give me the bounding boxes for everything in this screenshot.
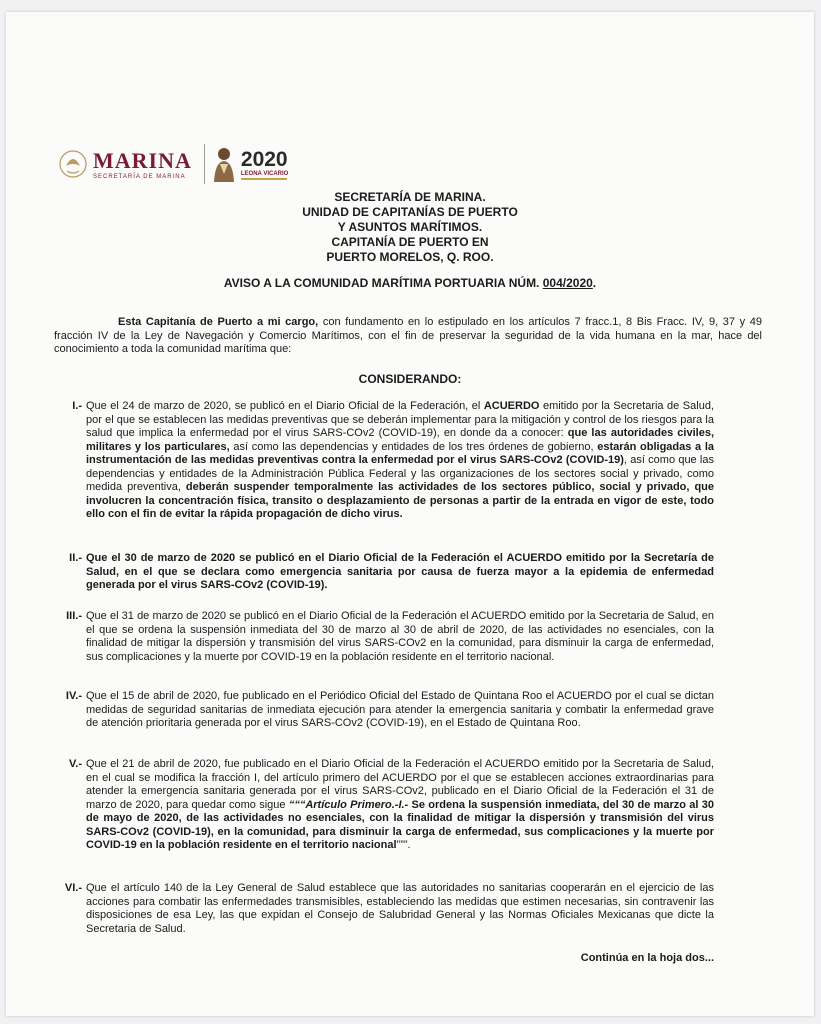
notice-title-end: . bbox=[592, 276, 597, 290]
clause-text: Que el artículo 140 de la Ley General de Salud establece que las autoridades no sanitarias cooperarán en el ejercicio de las acciones para combatir las enfermedades transmisibles, estableciendo las medidas que estimen necesarias, sin contravenir las disposiciones de esa Ley, las que expidan el Consejo de Salubridad General y las Normas Oficiales Mexicanas que dicte la Secretaria de Salud. bbox=[86, 882, 714, 935]
brand-subtitle: SECRETARÍA DE MARINA bbox=[93, 173, 186, 180]
clause-v bbox=[68, 758, 714, 853]
clause-text: así como las dependencias y entidades de los tres órdenes de gobierno, bbox=[229, 440, 598, 453]
clause-ii bbox=[69, 552, 714, 593]
clause-i bbox=[72, 400, 715, 522]
header-line-5: PUERTO MORELOS, Q. ROO. bbox=[326, 250, 494, 264]
leona-vicario-portrait-icon bbox=[211, 144, 237, 184]
clause-bold: Que el 30 de marzo de 2020 se publicó en el Diario Oficial de la Federación el ACUERDO emitido por la Secretaría de Salud, en el que se declara como emergencia sanitaria por causa de fuerza mayor a la epidemia de enfermedad generada por el virus SARS-COv2 (COVID-19). bbox=[86, 552, 714, 591]
clause-text: Que el 21 de abril de 2020, fue publicado en el Diario Oficial de la Federación el ACUERDO emitido por la Secretaria de Salud, en el cual se modifica la fracción I, del artículo primero del ACUERDO por el que se establecen acciones extraordinarias para atender la emergencia sanitaria generada por el virus SARS-COv2, publicado en el Diario Oficial de la Federación el 31 de marzo de 2020, para quedar como sigue bbox=[86, 758, 714, 811]
clause-text: ”””. bbox=[396, 839, 411, 851]
clause-text: emitido por la Secretaria de Salud, por el que se establecen las medidas preventivas que se deberán implementar para la mitigación y control de los riesgos para la salud que implica la enfermedad por el virus SARS-COv2 (COVID-19), en donde da a conocer: bbox=[86, 400, 714, 439]
notice-title bbox=[6, 276, 814, 290]
clause-bold: ACUERDO bbox=[483, 400, 540, 412]
clause-label: VI.- bbox=[64, 882, 82, 894]
year-brand bbox=[241, 149, 288, 180]
intro-lead: Esta Capitanía de Puerto a mi cargo, bbox=[118, 316, 319, 328]
intro-text: con fundamento en lo estipulado en los artículos 7 fracc.1, 8 Bis Fracc. IV, 9, 37 y 49 fracción IV de la Ley de Navegación y Comercio Marítimos, con el fin de preservar la seguridad de la vida humana en la mar, hace del conocimiento a toda la comunidad marítima que: bbox=[54, 316, 762, 355]
clause-bold: deberán suspender temporalmente las actividades de los sectores público, social y privado, que involucren la concentración física, transito o desplazamiento de personas a partir de la entrada en vigor de este, todo ello con el fin de evitar la rápida propagación de dicho virus. bbox=[86, 481, 715, 520]
document-page bbox=[6, 12, 814, 1016]
year-underline bbox=[241, 178, 287, 180]
clause-text: Que el 31 de marzo de 2020 se publicó en el Diario Oficial de la Federación el ACUERDO emitido por la Secretaria de Salud, en el que se ordena la suspensión inmediata del 30 de marzo al 30 de abril de 2020, de las actividades no esenciales, con la finalidad de mitigar la dispersión y transmisión del virus SARS-COv2 en la comunidad, para disminuir la carga de enfermedad, sus complicaciones y la muerte por COVID-19 en la población residente en el territorio nacional. bbox=[86, 610, 714, 663]
notice-title-text: AVISO A LA COMUNIDAD MARÍTIMA PORTUARIA NÚM. bbox=[223, 276, 543, 290]
clause-iii bbox=[66, 610, 714, 664]
logo-divider bbox=[204, 144, 205, 184]
eagle-seal-icon bbox=[58, 144, 88, 184]
clause-bold: estarán obligadas a la instrumentación de las medidas preventivas contra la enfermedad por el virus SARS-COv2 (COVID-19) bbox=[86, 440, 714, 466]
clause-label: III.- bbox=[66, 610, 82, 622]
clause-iv bbox=[65, 690, 714, 731]
clause-label: V.- bbox=[68, 758, 82, 770]
clause-label: I.- bbox=[72, 400, 82, 412]
clause-vi bbox=[64, 882, 714, 936]
year-text: 2020 bbox=[240, 147, 288, 171]
considerando-heading: CONSIDERANDO: bbox=[358, 372, 462, 386]
brand-name: MARINA bbox=[93, 147, 192, 173]
header-line-3: Y ASUNTOS MARÍTIMOS. bbox=[337, 220, 483, 234]
year-subtitle: LEONA VICARIO bbox=[240, 170, 289, 177]
marina-brand bbox=[93, 149, 192, 180]
header-line-4: CAPITANÍA DE PUERTO EN bbox=[331, 235, 489, 249]
intro-paragraph bbox=[54, 316, 762, 357]
clause-bold: que las autoridades civiles, militares y los particulares, bbox=[86, 427, 714, 453]
clause-bold: Se ordena la suspensión inmediata, del 30 de marzo al 30 de mayo de 2020, de las actividades no esenciales, con la finalidad de mitigar la dispersión y transmisión del virus SARS-COv2 (COVID-19), en la comunidad, para disminuir la carga de enfermedad, sus complicaciones y la muerte por COVID-19 en la población residente en el territorio nacional bbox=[86, 798, 714, 851]
clause-bold-italic: “““Artículo Primero.-I.- bbox=[288, 798, 409, 811]
clause-text: Que el 24 de marzo de 2020, se publicó en el Diario Oficial de la Federación, el bbox=[86, 400, 484, 412]
header-line-2: UNIDAD DE CAPITANÍAS DE PUERTO bbox=[302, 205, 518, 219]
document-header bbox=[6, 190, 814, 265]
continuation-note: Continúa en la hoja dos... bbox=[580, 952, 714, 964]
notice-number: 004/2020 bbox=[542, 276, 593, 290]
clause-label: II.- bbox=[69, 552, 82, 564]
letterhead-logo bbox=[58, 142, 288, 186]
clause-text: Que el 15 de abril de 2020, fue publicado en el Periódico Oficial del Estado de Quintana Roo el ACUERDO por el cual se dictan medidas de seguridad sanitarias de inmediata ejecución para atender la emergencia sanitaria y combatir la enfermedad grave de atención prioritaria generada por el virus SARS-COv2 (COVID-19), en el Estado de Quintana Roo. bbox=[86, 690, 714, 729]
header-line-1: SECRETARÍA DE MARINA. bbox=[334, 190, 486, 204]
clause-label: IV.- bbox=[65, 690, 82, 702]
clause-text: , así como que las dependencias y entidades de la Administración Pública Federal y las organizaciones de los sectores social y privado, como medida preventiva, bbox=[86, 454, 714, 493]
